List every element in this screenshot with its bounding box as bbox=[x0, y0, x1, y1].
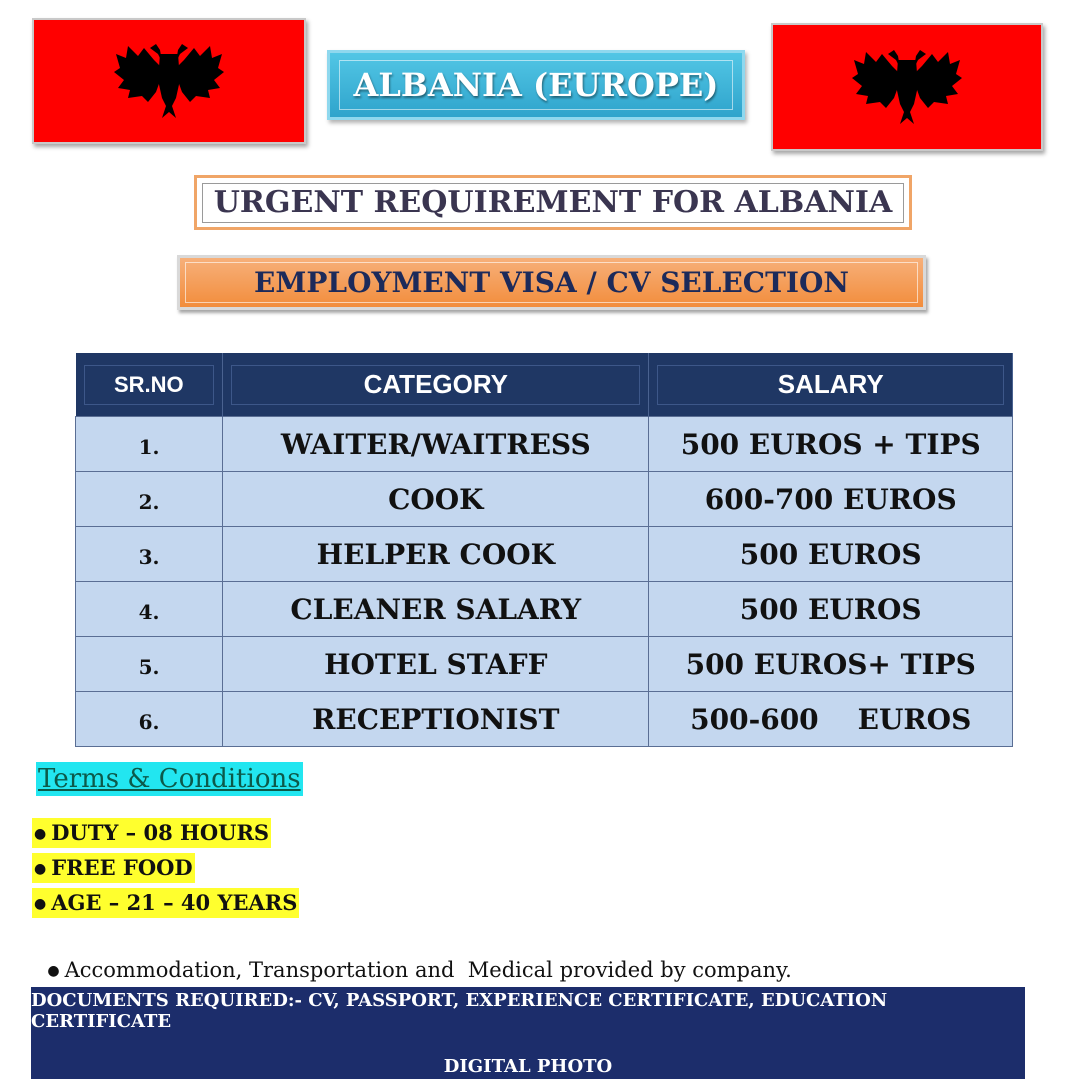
table-row bbox=[76, 637, 1013, 692]
employment-visa-banner bbox=[177, 255, 926, 310]
table-row bbox=[76, 582, 1013, 637]
albania-flag-right bbox=[771, 23, 1043, 151]
jobs-table bbox=[75, 353, 1013, 747]
row-number: 5. bbox=[76, 637, 223, 692]
documents-required-banner bbox=[31, 987, 1025, 1079]
documents-required-line1: DOCUMENTS REQUIRED:- CV, PASSPORT, EXPERIENCE CERTIFICATE, EDUCATION CERTIFICATE bbox=[31, 989, 888, 1032]
row-salary: 500 EUROS bbox=[649, 582, 1013, 637]
row-number: 4. bbox=[76, 582, 223, 637]
albania-flag-left bbox=[32, 18, 306, 144]
bullet-dot-icon: ● bbox=[34, 826, 47, 842]
table-header-row bbox=[76, 353, 1013, 417]
page-title-banner bbox=[327, 50, 745, 120]
page-title: ALBANIA (EUROPE) bbox=[339, 60, 733, 110]
row-category: HOTEL STAFF bbox=[223, 637, 649, 692]
row-category: RECEPTIONIST bbox=[223, 692, 649, 747]
header-category: CATEGORY bbox=[223, 353, 649, 417]
row-number: 6. bbox=[76, 692, 223, 747]
term-food: ● FREE FOOD bbox=[32, 853, 195, 883]
documents-required-line2: DIGITAL PHOTO bbox=[443, 1055, 613, 1077]
term-benefits: ● Accommodation, Transportation and Medical provided by company. bbox=[47, 958, 792, 982]
terms-heading: Terms & Conditions bbox=[38, 764, 301, 794]
employment-visa-text: EMPLOYMENT VISA / CV SELECTION bbox=[185, 262, 918, 303]
table-row bbox=[76, 417, 1013, 472]
bullet-dot-icon: ● bbox=[34, 896, 47, 912]
row-salary: 600-700 EUROS bbox=[649, 472, 1013, 527]
bullet-dot-icon: ● bbox=[34, 861, 47, 877]
row-salary: 500-600 EUROS bbox=[649, 692, 1013, 747]
urgent-requirement-text: URGENT REQUIREMENT FOR ALBANIA bbox=[202, 183, 904, 223]
table-row bbox=[76, 472, 1013, 527]
term-age: ● AGE – 21 – 40 YEARS bbox=[32, 888, 299, 918]
row-category: CLEANER SALARY bbox=[223, 582, 649, 637]
row-category: COOK bbox=[223, 472, 649, 527]
row-number: 3. bbox=[76, 527, 223, 582]
table-row bbox=[76, 527, 1013, 582]
urgent-requirement-banner bbox=[194, 175, 912, 230]
header-sr-no: SR.NO bbox=[76, 353, 223, 417]
albanian-eagle-flag-icon bbox=[114, 40, 224, 122]
row-category: HELPER COOK bbox=[223, 527, 649, 582]
row-salary: 500 EUROS + TIPS bbox=[649, 417, 1013, 472]
header-salary: SALARY bbox=[649, 353, 1013, 417]
row-salary: 500 EUROS bbox=[649, 527, 1013, 582]
term-duty: ● DUTY – 08 HOURS bbox=[32, 818, 271, 848]
row-salary: 500 EUROS+ TIPS bbox=[649, 637, 1013, 692]
table-row bbox=[76, 692, 1013, 747]
albanian-eagle-flag-icon bbox=[852, 46, 962, 128]
row-category: WAITER/WAITRESS bbox=[223, 417, 649, 472]
row-number: 2. bbox=[76, 472, 223, 527]
row-number: 1. bbox=[76, 417, 223, 472]
bullet-dot-icon: ● bbox=[47, 963, 60, 979]
